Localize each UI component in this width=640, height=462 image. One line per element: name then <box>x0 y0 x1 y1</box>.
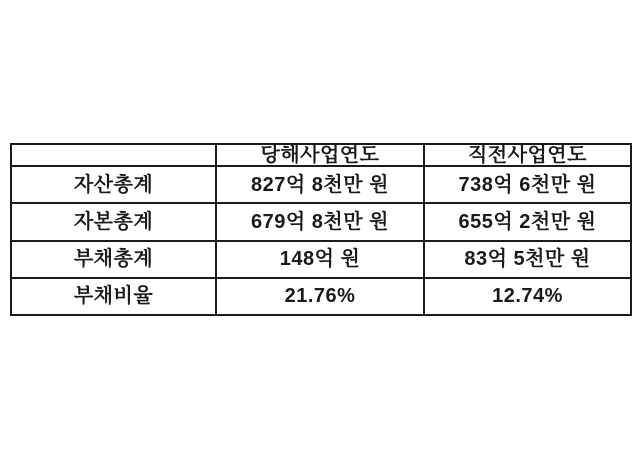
financial-summary-table <box>10 143 632 316</box>
header-empty-cell <box>11 144 216 166</box>
value-total-equity-current: 679억 8천만 원 <box>216 203 424 240</box>
row-label-total-assets: 자산총계 <box>11 166 216 203</box>
table-row-total-equity <box>11 203 631 240</box>
value-total-liabilities-previous: 83억 5천만 원 <box>424 241 631 278</box>
value-total-liabilities-current: 148억 원 <box>216 241 424 278</box>
value-total-equity-previous: 655억 2천만 원 <box>424 203 631 240</box>
value-debt-ratio-current: 21.76% <box>216 278 424 315</box>
table-row-total-assets <box>11 166 631 203</box>
table-header-row <box>11 144 631 166</box>
value-debt-ratio-previous: 12.74% <box>424 278 631 315</box>
table-row-debt-ratio <box>11 278 631 315</box>
header-current-fiscal-year: 당해사업연도 <box>216 144 424 166</box>
row-label-debt-ratio: 부채비율 <box>11 278 216 315</box>
value-total-assets-previous: 738억 6천만 원 <box>424 166 631 203</box>
header-previous-fiscal-year: 직전사업연도 <box>424 144 631 166</box>
row-label-total-equity: 자본총계 <box>11 203 216 240</box>
table-row-total-liabilities <box>11 241 631 278</box>
row-label-total-liabilities: 부채총계 <box>11 241 216 278</box>
value-total-assets-current: 827억 8천만 원 <box>216 166 424 203</box>
